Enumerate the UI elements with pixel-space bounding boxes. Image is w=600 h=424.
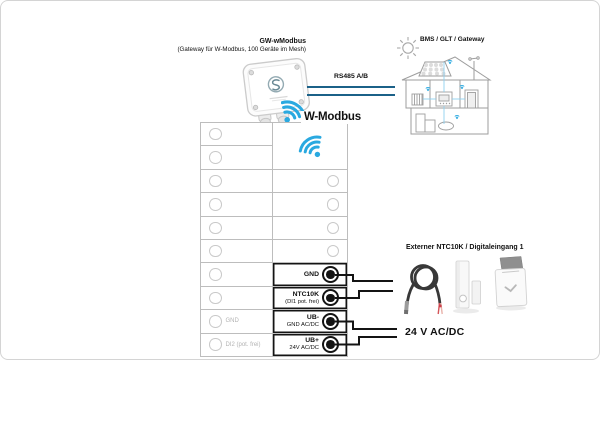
wire-ntc10k (335, 291, 393, 298)
terminal-wires (335, 260, 410, 355)
terminal-hole (209, 151, 222, 164)
terminal-row-left-9 (201, 310, 273, 333)
terminal-row-label: DI2 (pot. frei) (225, 341, 261, 348)
wire-gnd (335, 275, 393, 281)
wire-ub-plus (335, 337, 397, 345)
terminal-hole (209, 128, 222, 141)
terminal-name: UB+ (305, 337, 319, 345)
terminal-row-left-10 (201, 334, 273, 357)
terminal-label-block (304, 271, 319, 279)
external-devices-illustration (400, 254, 532, 320)
keycard-switch-illustration (495, 257, 527, 311)
terminal-row-left-1 (201, 123, 273, 146)
terminal-hole (209, 315, 222, 328)
gateway-subtitle: (Gateway für W-Modbus, 100 Geräte im Mesh) (177, 46, 306, 54)
terminal-name: UB- (306, 314, 319, 322)
terminal-sublabel: GND AC/DC (286, 321, 319, 328)
terminal-row-left-4 (201, 193, 273, 216)
external-devices-label: Externer NTC10K / Digitaleingang 1 (406, 244, 524, 251)
terminal-row-right-3 (273, 170, 348, 193)
terminal-hole (327, 175, 340, 188)
gateway-title: GW-wModbus (259, 38, 306, 45)
terminal-row-left-6 (201, 240, 273, 263)
ntc-probe-illustration (406, 266, 442, 315)
mesh-wifi-icon (296, 133, 324, 159)
terminal-hole (209, 268, 222, 281)
terminal-sublabel: 24V AC/DC (289, 345, 319, 352)
terminal-name: NTC10K (292, 290, 319, 298)
door-contact-illustration (453, 261, 481, 314)
terminal-row-right-4 (273, 193, 348, 216)
terminal-row-left-7 (201, 263, 273, 286)
terminal-table (200, 122, 348, 357)
bms-label: BMS / GLT / Gateway (420, 36, 485, 43)
rs485-line-a (307, 86, 395, 88)
terminal-hole (209, 222, 222, 235)
wireless-protocol-label: W-Modbus (301, 111, 364, 124)
terminal-label-block (287, 314, 319, 328)
terminal-hole (209, 292, 222, 305)
terminal-hole (209, 175, 222, 188)
terminal-hole (209, 245, 222, 258)
terminal-row-left-3 (201, 170, 273, 193)
mesh-wifi-cell (273, 123, 348, 170)
terminal-label-block (289, 337, 319, 351)
terminal-hole (327, 198, 340, 211)
terminal-hole (327, 245, 340, 258)
terminal-sublabel: (DI1 pot. frei) (285, 298, 319, 305)
terminal-row-left-8 (201, 287, 273, 310)
rs485-line-b (307, 94, 395, 96)
terminal-hole (209, 198, 222, 211)
terminal-row-left-5 (201, 217, 273, 240)
terminal-row-right-5 (273, 217, 348, 240)
terminal-row-left-2 (201, 146, 273, 169)
terminal-hole (327, 222, 340, 235)
terminal-label-block (285, 291, 319, 305)
bus-label: RS485 A/B (333, 73, 369, 80)
terminal-name: GND (303, 270, 319, 278)
terminal-hole (209, 338, 222, 351)
building-illustration (400, 54, 492, 136)
terminal-row-label: GND (225, 318, 239, 325)
wire-ub-minus (335, 322, 397, 330)
power-supply-label: 24 V AC/DC (405, 326, 465, 338)
